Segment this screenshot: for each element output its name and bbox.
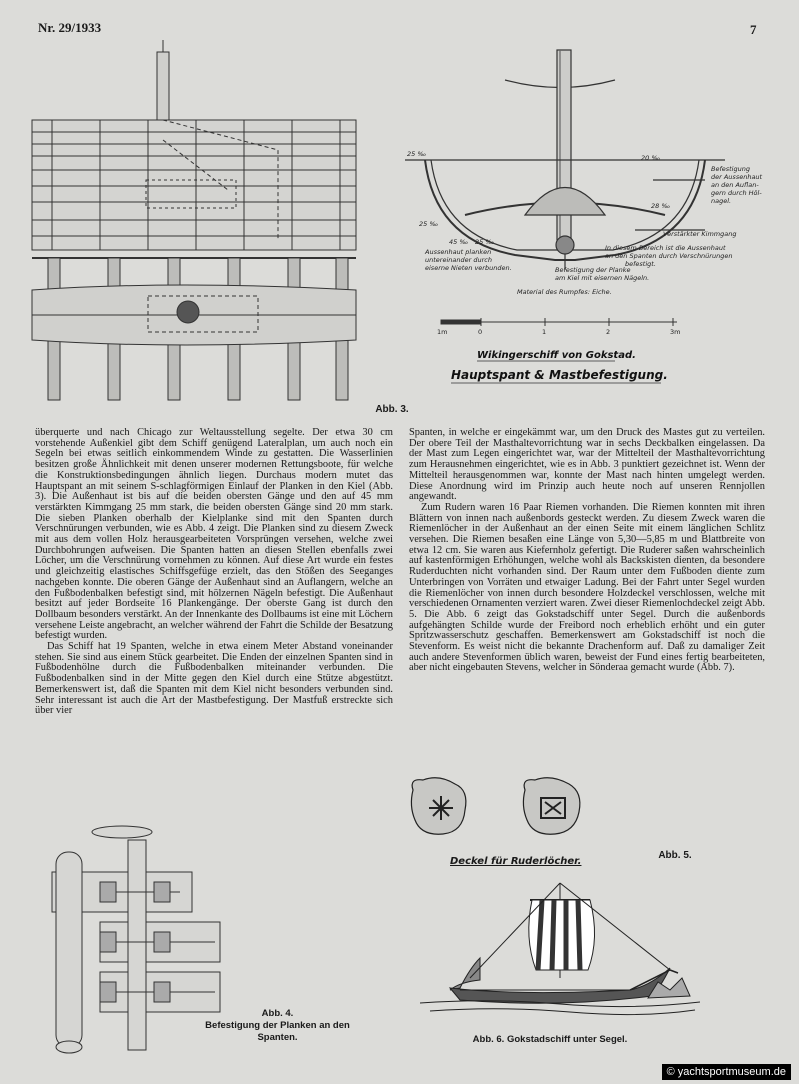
fig5-title: Deckel für Ruderlöcher.: [450, 856, 582, 867]
fig6-caption: Abb. 6. Gokstadschiff unter Segel.: [472, 1034, 628, 1045]
dim-2: 45 ‰: [449, 238, 469, 246]
fig3-hull-drawing: [28, 40, 388, 410]
label-befestigung-0: Befestigung: [711, 165, 750, 173]
paragraph: Spanten, in welche er eingekämmt war, um den Druck des Mastes gut zu verteilen. Der obere Teil der Masthaltevorrichtung war in sechs Deckbalken eingelassen. Da der Mast zum Legen eingerichtet war, war der Mittelteil der Masthaltevorrichtung zum Herausnehmen eingerichtet, wie es in Abb. 3 punktiert gezeichnet ist. Wenn der Mittelteil herausgenommen war, konnte der Mast nach hinten umgelegt werden. Diese Anordnung wird im Prinzip auch heute noch auf unseren Rennjollen angewandt.: [409, 427, 765, 503]
dim-5: 28 ‰: [651, 202, 671, 210]
dim-0: 25 ‰: [407, 150, 427, 158]
label-bereich-2: befestigt.: [625, 260, 656, 268]
label-befestigung-4: nagel.: [711, 197, 732, 205]
dim-3: 25 ‰: [475, 238, 495, 246]
text-column-right: [409, 428, 765, 674]
label-bereich-0: In diesem Bereich ist die Aussenhaut: [605, 244, 726, 252]
paragraph: Zum Rudern waren 16 Paar Riemen vorhanden. Die Riemen konnten mit ihren Blättern von innen nach außenbords gesteckt werden. Zu diesem Zweck waren die Riemenlöcher in der Außenhaut an der einen Seite mit einem länglichen Schlitz versehen. Die Riemen besaßen eine Länge von 5,30—5,85 m und Blattbreite von etwa 12 cm. Sie waren aus Kiefernholz gefertigt. Die Ruderer saßen wahrscheinlich auf kastenförmigen Erhöhungen, welche wohl als Backskisten dienten, da besondere Ruderduchten nicht vorhanden sind. Der Raum unter dem Fußboden diente zum Unterbringen von Vorräten und etwaiger Ladung. Bei der Fahrt unter Segel wurden die Riemenlöcher von innen durch besondere Holzdeckel verschlossen, welche mit verschiedenen Ornamenten verziert waren. Zwei dieser Riemenlochdeckel zeigt Abb. 5. Die Abb. 6 zeigt das Gokstadschiff unter Segel. Durch die außenbords aufgehängten Schilde wurde der Freibord noch erheblich erhöht und ein guter Spritzwasserschutz geschaffen. Bemerkenswert am Gokstadschiff ist noch die Stevenform. Es weist nicht die bekannte Drachenform auf. Daß zu damaliger Zeit auch andere Stevenformen üblich waren, beweist der Fund eines fertig bearbeiteten, aber nicht eingebauten Stevens, welcher in Sönderaa gemacht wurde (Abb. 7).: [409, 501, 765, 674]
dim-4: 20 ‰: [641, 154, 661, 162]
dim-1: 25 ‰: [419, 220, 439, 228]
label-befestigung-1: der Aussenhaut: [711, 173, 763, 181]
label-aussenhaut-0: Aussenhaut planken: [425, 248, 492, 256]
label-befestigung-2: an den Auflan-: [711, 181, 759, 189]
fig5-caption: Abb. 5.: [658, 850, 692, 861]
paragraph: Das Schiff hat 19 Spanten, welche in etwa einem Meter Abstand voneinander stehen. Sie sind aus einem Stück gearbeitet. Die Enden der einzelnen Spanten sind in Fußbodenhölne durch die Fußbodenbalken miteinander verbunden. Die Fußbodenbalken sind in der Mitte gegen den Kiel durch eine Stütze abgestützt. Bemerkenswert ist, daß die Spanten mit dem Kiel nicht besonders verbunden sind. Sehr interessant ist auch die Art der Mastbefestigung. Der Mastfuß erstreckte sich über vier: [35, 641, 393, 717]
label-befestigung-3: gern durch Höl-: [711, 189, 762, 197]
fig4-caption: [205, 1008, 350, 1044]
fig4-caption-text: Befestigung der Planken an den Spanten.: [205, 1019, 350, 1043]
label-planke-0: Befestigung der Planke: [555, 266, 631, 274]
fig4-caption-title: Abb. 4.: [261, 1008, 294, 1019]
fig6-ship-under-sail-drawing: [420, 878, 700, 1023]
scale-tick-4: 3m: [670, 328, 681, 336]
page-number: 7: [750, 22, 757, 37]
fig3-section-drawing: [405, 40, 785, 400]
scale-tick-3: 2: [606, 328, 611, 336]
scale-tick-1: 0: [478, 328, 483, 336]
label-material: Material des Rumpfes: Eiche.: [517, 288, 612, 296]
label-aussenhaut-1: untereinander durch: [425, 256, 492, 264]
scale-tick-0: 1m: [437, 328, 448, 336]
fig3-title-line1: Wikingerschiff von Gokstad.: [477, 350, 636, 361]
fig5-oarhole-covers-drawing: [405, 770, 605, 850]
label-bereich-1: an den Spanten durch Verschnürungen: [605, 252, 733, 260]
paragraph: überquerte und nach Chicago zur Weltausstellung segelte. Der etwa 30 cm vorstehende Außenkiel gibt dem Schiff genügend Lateralplan, um auch noch ein Segeln bei etwas seitlich einkommendem Winde zu gestatten. Die Wasserlinien besitzen große Ähnlichkeit mit denen unserer modernen Rettungsboote, für welche die Konstruktionsbedingungen ähnlich liegen. Durchaus modern mutet das Hauptspant an mit seinem S-schlagförmigen Einlauf der Planken in den Kiel (Abb. 3). Die Außenhaut ist bis auf die beiden obersten Gänge und den auf 45 mm verstärkten Kimmgang 25 mm stark, die beiden obersten Gänge sind 20 mm stark. Die sieben Planken oberhalb der Kielplanke sind mit den Spanten durch Verschnürungen verbunden, wie es Abb. 4 zeigt. Die Planken sind zu diesem Zweck mit aus dem vollen Holz herausgearbeiteten Vorsprüngen versehen, welche zwei Durchbohrungen aufweisen. Die Spanten hatten an diesen Stellen ebenfalls zwei Löcher, um die Verschnürung vornehmen zu können. Auf diese Art wurde ein festes und gleichzeitig elastisches Schiffsgefüge erzielt, das den Stößen des Seeganges nachgeben konnte. Die oberen Gänge der Außenhaut sind an Auflangern, welche an den Fußbodenbalken befestigt sind, mit hölzernen Nägeln befestigt. Die Außenhaut besitzt auf jeder Bordseite 16 Plankengänge. Der oberste Gang ist durch den Dollbaum besonders verstärkt. An der Innenkante des Dollbaums ist eine mit Löchern versehene Leiste angebracht, an welcher während der Fahrt die Schilde der Besatzung befestigt wurden.: [35, 427, 393, 642]
watermark: © yachtsportmuseum.de: [662, 1064, 791, 1080]
fig3-caption: Abb. 3.: [375, 404, 409, 415]
fig3-title-line2: Hauptspant & Mastbefestigung.: [451, 368, 668, 382]
text-column-left: [35, 428, 393, 717]
label-planke-1: am Kiel mit eisernen Nägeln.: [555, 274, 650, 282]
issue-number: Nr. 29/1933: [38, 20, 102, 35]
scale-tick-2: 1: [542, 328, 547, 336]
label-aussenhaut-2: eiserne Nieten verbunden.: [425, 264, 512, 272]
label-kimmgang: Verstärkter Kimmgang: [663, 230, 737, 238]
